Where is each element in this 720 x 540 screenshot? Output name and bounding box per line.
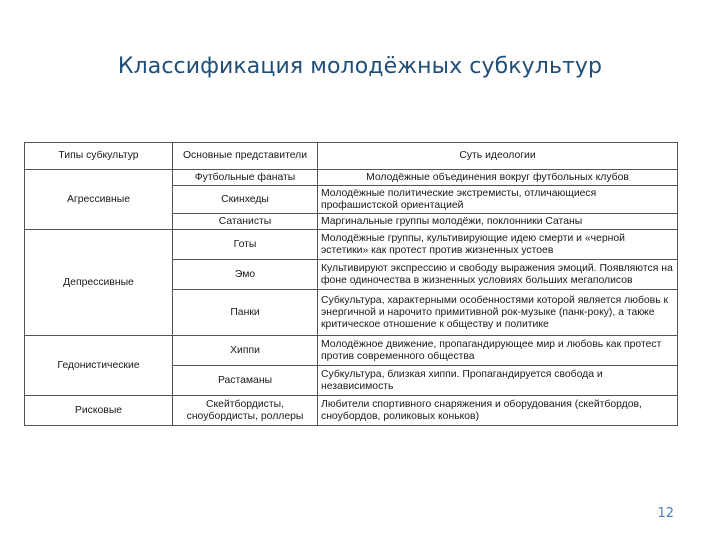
essence-cell: Молодёжные группы, культивирующие идею смерти и «черной эстетики» как протест против жизненных устоев bbox=[318, 230, 678, 260]
essence-cell: Любители спортивного снаряжения и оборудования (скейтбордов, сноубордов, роликовых коньков) bbox=[318, 396, 678, 426]
header-essence: Суть идеологии bbox=[318, 143, 678, 170]
page-number: 12 bbox=[657, 506, 674, 521]
essence-cell: Молодёжные объединения вокруг футбольных клубов bbox=[318, 170, 678, 186]
type-cell: Агрессивные bbox=[25, 170, 173, 230]
table-header-row bbox=[25, 143, 678, 170]
essence-cell: Молодёжные политические экстремисты, отличающиеся профашистской ориентацией bbox=[318, 186, 678, 214]
table-row bbox=[25, 230, 678, 260]
representative-cell: Готы bbox=[173, 230, 318, 260]
essence-cell: Субкультура, характерными особенностями которой является любовь к энергичной и нарочито примитивной рок-музыке (панк-року), а также критическое отношение к обществу и политике bbox=[318, 290, 678, 336]
representative-cell: Скинхеды bbox=[173, 186, 318, 214]
essence-cell: Культивируют экспрессию и свободу выражения эмоций. Появляются на фоне одиночества в жизненных условиях больших мегаполисов bbox=[318, 260, 678, 290]
representative-cell: Эмо bbox=[173, 260, 318, 290]
table-row bbox=[25, 396, 678, 426]
slide-title: Классификация молодёжных субкультур bbox=[117, 54, 603, 79]
subcultures-table bbox=[24, 142, 678, 426]
representative-cell: Растаманы bbox=[173, 366, 318, 396]
representative-cell: Футбольные фанаты bbox=[173, 170, 318, 186]
representative-cell: Сатанисты bbox=[173, 214, 318, 230]
representative-cell: Панки bbox=[173, 290, 318, 336]
type-cell: Гедонистические bbox=[25, 336, 173, 396]
type-cell: Депрессивные bbox=[25, 230, 173, 336]
subcultures-table-wrapper bbox=[24, 142, 677, 426]
representative-cell: Скейтбордисты, сноубордисты, роллеры bbox=[173, 396, 318, 426]
representative-cell: Хиппи bbox=[173, 336, 318, 366]
header-types: Типы субкультур bbox=[25, 143, 173, 170]
type-cell: Рисковые bbox=[25, 396, 173, 426]
table-row bbox=[25, 336, 678, 366]
essence-cell: Маргинальные группы молодёжи, поклонники Сатаны bbox=[318, 214, 678, 230]
table-row bbox=[25, 170, 678, 186]
header-representatives: Основные представители bbox=[173, 143, 318, 170]
essence-cell: Субкультура, близкая хиппи. Пропагандируется свобода и независимость bbox=[318, 366, 678, 396]
essence-cell: Молодёжное движение, пропагандирующее мир и любовь как протест против современного общества bbox=[318, 336, 678, 366]
